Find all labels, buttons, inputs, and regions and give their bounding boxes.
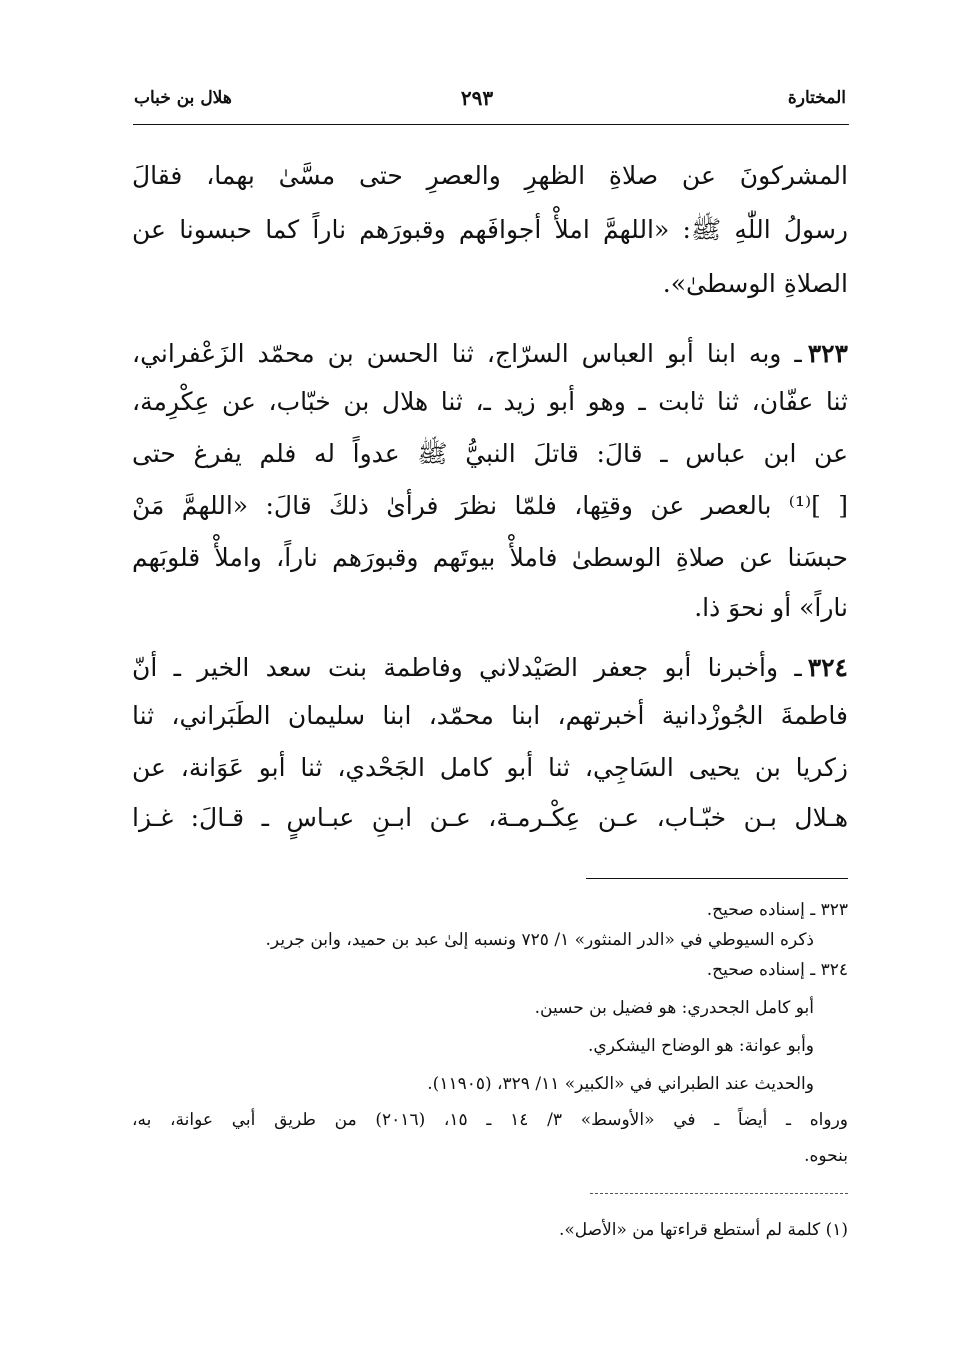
margin-note: (١) كلمة لم أستطع قراءتها من «الأصل». (558, 1220, 848, 1240)
footnote-line: ورواه ـ أيضاً ـ في «الأوسط» ٣/ ١٤ ـ ١٥، (٢٠١٦) من طريق أبي عوانة، به، (132, 1110, 848, 1130)
footnote-line: ذكره السيوطي في «الدر المنثور» ١/ ٧٢٥ ونسبه إلىٰ عبد بن حميد، وابن جرير. (265, 930, 814, 950)
hadith-number: ٣٢٤ (807, 653, 848, 682)
footnote-line: والحديث عند الطبراني في «الكبير» ١١/ ٣٢٩، (١١٩٠٥). (427, 1074, 814, 1094)
header-rule (133, 124, 849, 125)
footnote-line: وأبو عوانة: هو الوضاح اليشكري. (588, 1036, 814, 1056)
footnote-line: أبو كامل الجحدري: هو فضيل بن حسين. (534, 998, 814, 1018)
text-line-content: ـ وأخبرنا أبو جعفر الصَيْدلاني وفاطمة بنت سعد الخير ـ أنّ (132, 653, 802, 682)
footnote-separator-dashed (590, 1193, 848, 1194)
page-number: ٢٩٣ (460, 86, 494, 110)
text-line: حبسَنا عن صلاةِ الوسطىٰ فاملأْ بيوتَهم وقبورَهم ناراً، واملأْ قلوبَهم (132, 543, 849, 572)
text-line: هـلال بـن خبّـاب، عـن عِكْـرمـة، عـن ابـنِ عبـاسٍ ـ قـالَ: غـزا (132, 803, 848, 832)
text-line (132, 648, 848, 688)
text-line: الصلاةِ الوسطىٰ». (662, 269, 848, 298)
text-line: ثنا عفّان، ثنا ثابت ـ وهو أبو زيد ـ، ثنا هلال بن خبّاب، عن عِكْرِمة، (132, 387, 848, 416)
header-book-title: المختارة (787, 88, 846, 108)
text-line: المشركونَ عن صلاةِ الظهرِ والعصرِ حتى مسَّىٰ بهما، فقالَ (132, 161, 848, 190)
text-line: ناراً» أو نحوَ ذا. (694, 593, 848, 622)
text-line: [ ]⁽¹⁾ بالعصر عن وقتِها، فلمّا نظرَ فرأىٰ ذلكَ قالَ: «اللهمَّ مَنْ (132, 491, 848, 520)
footnote-line: ٣٢٣ ـ إسناده صحيح. (706, 900, 848, 920)
footnote-line: بنحوه. (804, 1146, 848, 1166)
text-line (132, 334, 848, 374)
text-line-content: ـ وبه ابنا أبو العباس السرّاج، ثنا الحسن بن محمّد الزَعْفراني، (132, 339, 802, 368)
text-line: فاطمةَ الجُوزْدانية أخبرتهم، ابنا محمّد، ابنا سليمان الطَبَراني، ثنا (132, 701, 848, 730)
text-line: رسولُ اللّٰهِ ﷺ: «اللهمَّ املأْ أجوافَهم وقبورَهم ناراً كما حبسونا عن (132, 215, 848, 244)
text-line: عن ابن عباس ـ قالَ: قاتلَ النبيُّ ﷺ عدواً له فلم يفرغ حتى (132, 439, 848, 468)
header-chapter-title: هلال بن خباب (134, 88, 232, 108)
hadith-number: ٣٢٣ (807, 339, 848, 368)
footnote-rule (586, 878, 848, 879)
text-line: زكريا بن يحيى السَاجِي، ثنا أبو كامل الجَحْدي، ثنا أبو عَوَانة، عن (132, 753, 848, 782)
footnote-line: ٣٢٤ ـ إسناده صحيح. (706, 960, 848, 980)
